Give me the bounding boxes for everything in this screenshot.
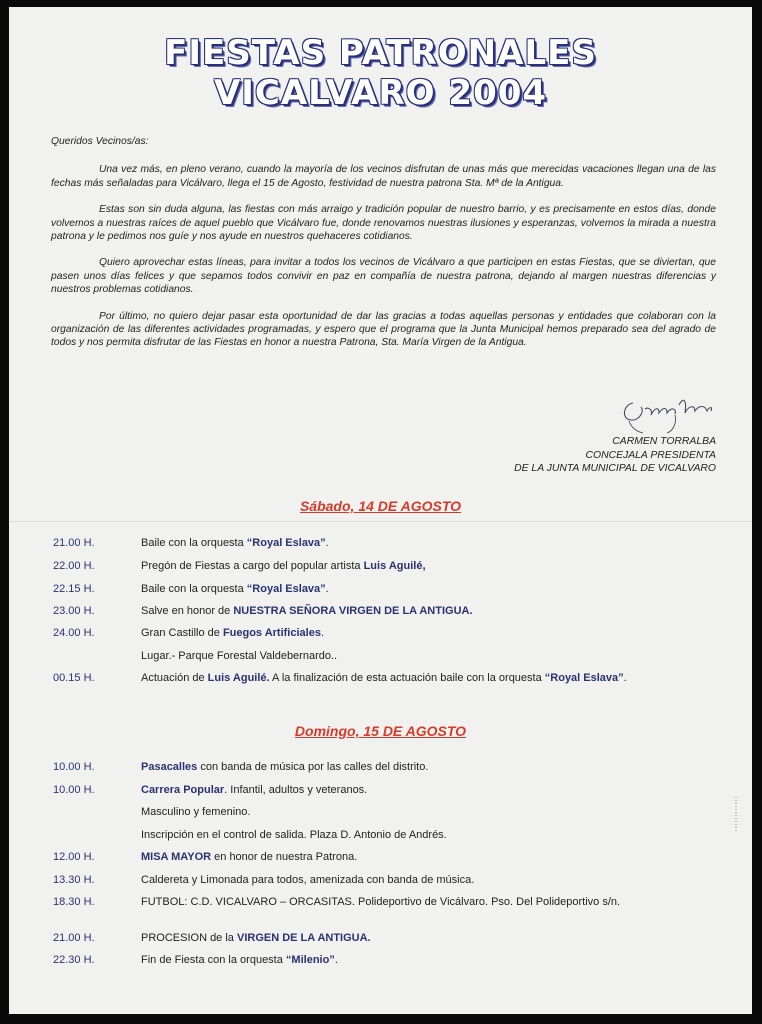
- event-description: Inscripción en el control de salida. Plaza D. Antonio de Andrés.: [141, 829, 447, 841]
- event-description: Pasacalles con banda de música por las calles del distrito.: [141, 761, 429, 773]
- event-description: Lugar.- Parque Forestal Valdebernardo..: [141, 650, 338, 662]
- event-description: Actuación de Luis Aguilé. A la finalización de esta actuación baile con la orquesta “Royal Eslava”.: [141, 672, 627, 684]
- event-description: Salve en honor de NUESTRA SEÑORA VIRGEN DE LA ANTIGUA.: [141, 605, 473, 617]
- signatory-role: CONCEJALA PRESIDENTA: [585, 449, 716, 461]
- letter-greeting: Queridos Vecinos/as:: [51, 136, 149, 147]
- saturday-heading: Sábado, 14 DE AGOSTO: [299, 498, 462, 514]
- letter-body: [51, 135, 716, 363]
- event-time: 22.00 H.: [53, 560, 95, 572]
- event-time: 23.00 H.: [53, 605, 95, 617]
- event-description: Baile con la orquesta “Royal Eslava”.: [141, 583, 329, 595]
- event-time: 22.30 H.: [53, 954, 95, 966]
- letter-paragraph-1: Una vez más, en pleno verano, cuando la mayoría de los vecinos disfrutan de unas más que merecidas vacaciones llegan una de las fechas más señaladas para Vicálvaro, llega el 15 de Agosto, festividad de nuestra patrona Sta. Mª de la Antigua.: [51, 164, 716, 189]
- event-description: Pregón de Fiestas a cargo del popular artista Luis Aguilé,: [141, 560, 426, 572]
- event-time: 21.00 H.: [53, 932, 95, 944]
- title-line-1: FIESTAS PATRONALES: [164, 33, 597, 73]
- event-description: PROCESION de la VIRGEN DE LA ANTIGUA.: [141, 932, 371, 944]
- margin-print-mark: [735, 797, 737, 833]
- event-time: 10.00 H.: [53, 761, 95, 773]
- event-time: 12.00 H.: [53, 851, 95, 863]
- event-description: Fin de Fiesta con la orquesta “Milenio”.: [141, 954, 338, 966]
- event-description: FUTBOL: C.D. VICALVARO – ORCASITAS. Polideportivo de Vicálvaro. Pso. Del Polideportivo s/n.: [141, 896, 621, 908]
- event-description: Masculino y femenino.: [141, 806, 251, 818]
- fold-line: [9, 521, 752, 522]
- event-time: 13.30 H.: [53, 874, 95, 886]
- event-description: Gran Castillo de Fuegos Artificiales.: [141, 627, 325, 639]
- letter-paragraph-4: Por último, no quiero dejar pasar esta oportunidad de dar las gracias a todas aquellas personas y entidades que colaboran con la organización de las diferentes actividades programadas, y espero que el programa que la Junta Municipal hemos preparado sea del agrado de todos y nos permita disfrutar de las Fiestas en honor a nuestra Patrona, Sta. María Virgen de la Antigua.: [51, 310, 716, 349]
- signatory-org: DE LA JUNTA MUNICIPAL DE VICALVARO: [514, 463, 716, 475]
- event-description: Baile con la orquesta “Royal Eslava”.: [141, 537, 329, 549]
- title-line-2: VICALVARO 2004: [213, 73, 548, 113]
- handwritten-signature: [615, 393, 715, 435]
- event-description: Carrera Popular. Infantil, adultos y veteranos.: [141, 784, 368, 796]
- event-time: 00.15 H.: [53, 672, 95, 684]
- event-description: MISA MAYOR en honor de nuestra Patrona.: [141, 851, 358, 863]
- sunday-heading: Domingo, 15 DE AGOSTO: [294, 723, 467, 739]
- event-time: 24.00 H.: [53, 627, 95, 639]
- signatory-name: CARMEN TORRALBA: [612, 436, 716, 447]
- event-time: 21.00 H.: [53, 537, 95, 549]
- event-description: Caldereta y Limonada para todos, amenizada con banda de música.: [141, 874, 475, 886]
- poster-title: [9, 33, 752, 113]
- event-time: 22.15 H.: [53, 583, 95, 595]
- signature-block: [449, 435, 716, 476]
- poster: [9, 7, 752, 1014]
- event-time: 10.00 H.: [53, 784, 95, 796]
- letter-paragraph-3: Quiero aprovechar estas líneas, para invitar a todos los vecinos de Vicálvaro a que participen en estas Fiestas, que se diviertan, que pasen unos días felices y que sepamos todos convivir en paz en compañía de nuestra patrona, dejando al margen nuestras diferencias y nuestros problemas cotidianos.: [51, 257, 716, 296]
- letter-paragraph-2: Estas son sin duda alguna, las fiestas con más arraigo y tradición popular de nuestro barrio, y es precisamente en estos días, donde volvemos a nuestras raíces de aquel pueblo que Vicálvaro fue, donde renovamos nuestras ilusiones y esperanzas, volvemos la mirada a nuestra patrona y le pedimos nos guíe y nos ayude en nuestros quehaceres cotidianos.: [51, 204, 716, 243]
- event-time: 18.30 H.: [53, 896, 95, 908]
